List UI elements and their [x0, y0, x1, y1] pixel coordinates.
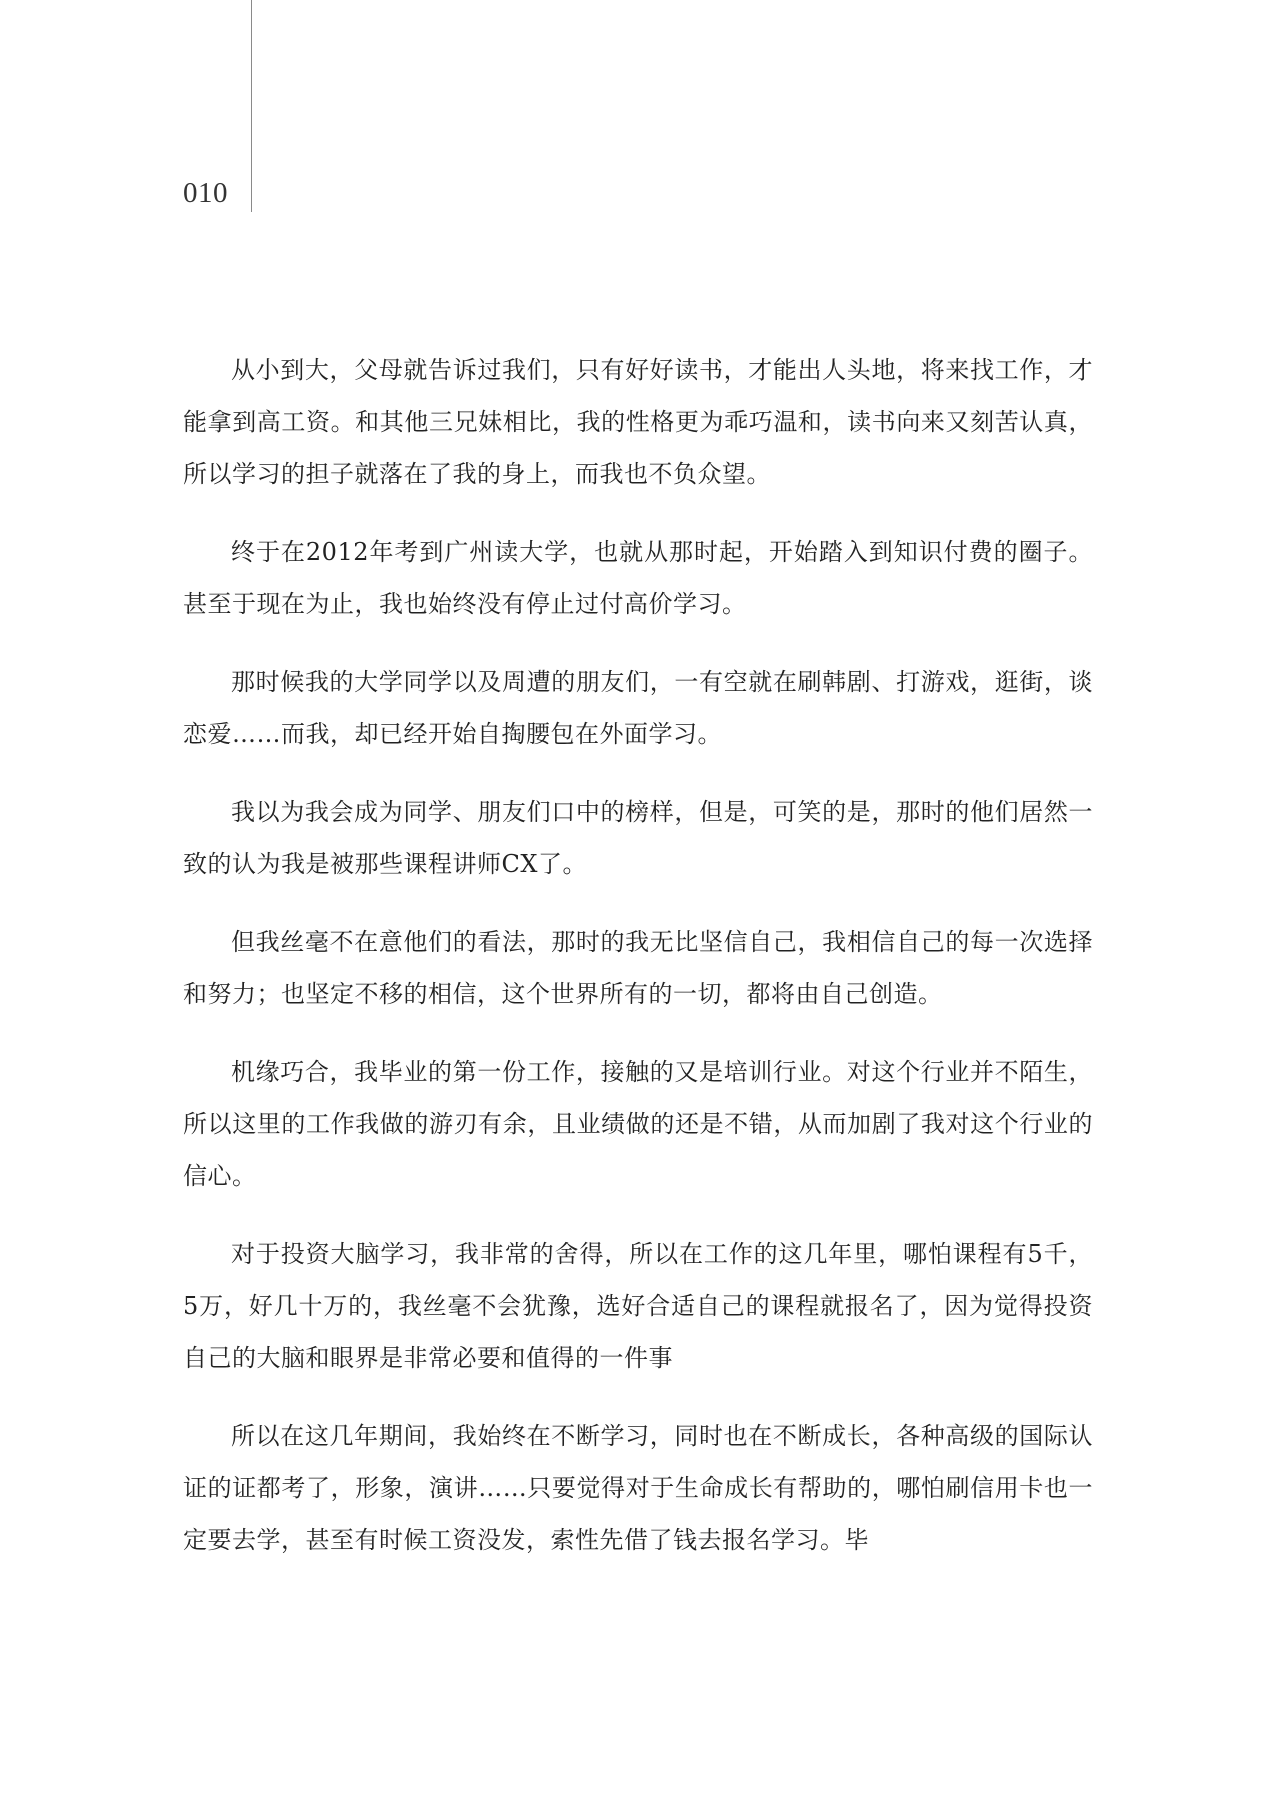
paragraph: 所以在这几年期间，我始终在不断学习，同时也在不断成长，各种高级的国际认证的证都考了，形象，演讲……只要觉得对于生命成长有帮助的，哪怕刷信用卡也一定要去学，甚至有时候工资没发，索性先借了钱去报名学习。毕: [183, 1422, 1093, 1554]
paragraph: 但我丝毫不在意他们的看法，那时的我无比坚信自己，我相信自己的每一次选择和努力；也坚定不移的相信，这个世界所有的一切，都将由自己创造。: [183, 928, 1093, 1008]
paragraph: 那时候我的大学同学以及周遭的朋友们，一有空就在刷韩剧、打游戏，逛街，谈恋爱……而我，却已经开始自掏腰包在外面学习。: [183, 668, 1093, 748]
header-vertical-rule: [251, 0, 252, 212]
paragraph: 我以为我会成为同学、朋友们口中的榜样，但是，可笑的是，那时的他们居然一致的认为我是被那些课程讲师CX了。: [183, 798, 1093, 878]
paragraph: 对于投资大脑学习，我非常的舍得，所以在工作的这几年里，哪怕课程有5千，5万，好几十万的，我丝毫不会犹豫，选好合适自己的课程就报名了，因为觉得投资自己的大脑和眼界是非常必要和值得的一件事: [183, 1240, 1093, 1372]
paragraph: 机缘巧合，我毕业的第一份工作，接触的又是培训行业。对这个行业并不陌生，所以这里的工作我做的游刃有余，且业绩做的还是不错，从而加剧了我对这个行业的信心。: [183, 1058, 1093, 1190]
paragraph: 终于在2012年考到广州读大学，也就从那时起，开始踏入到知识付费的圈子。甚至于现在为止，我也始终没有停止过付高价学习。: [183, 538, 1093, 618]
page-number: 010: [183, 177, 228, 209]
body-text: [183, 344, 1093, 1592]
paragraph: 从小到大，父母就告诉过我们，只有好好读书，才能出人头地，将来找工作，才能拿到高工资。和其他三兄妹相比，我的性格更为乖巧温和，读书向来又刻苦认真，所以学习的担子就落在了我的身上，而我也不负众望。: [183, 356, 1093, 488]
